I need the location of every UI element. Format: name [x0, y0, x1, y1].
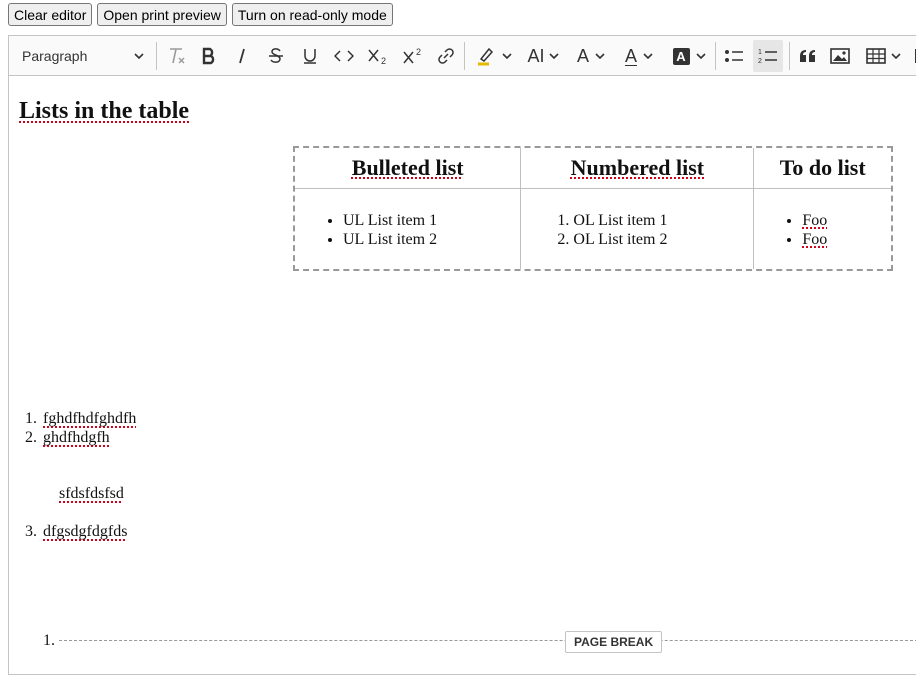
list-number: 2. [25, 429, 37, 446]
list-number: 1. [25, 410, 37, 427]
list-item: • UL List item 1 [343, 211, 520, 230]
font-family-dropdown[interactable] [571, 36, 611, 76]
code-icon [334, 49, 354, 63]
list-number: 3. [25, 523, 37, 540]
numbered-list-main [9, 409, 136, 447]
insert-image-button[interactable] [827, 36, 853, 76]
bulleted-list-button[interactable] [721, 36, 747, 76]
table-header-numbered[interactable]: Numbered list [521, 148, 754, 188]
chevron-down-icon [595, 53, 605, 60]
subscript-button[interactable] [366, 36, 390, 76]
toolbar-separator [715, 42, 716, 70]
underline-icon [301, 47, 319, 65]
code-button[interactable] [333, 36, 355, 76]
subscript-icon [367, 47, 389, 65]
table-header-bulleted[interactable]: Bulleted list [295, 148, 521, 188]
strikethrough-button[interactable] [265, 36, 287, 76]
lists-table[interactable] [293, 146, 893, 271]
numbered-list [521, 211, 753, 249]
block-quote-button[interactable] [795, 36, 821, 76]
list-item [9, 409, 136, 428]
heading-dropdown[interactable] [13, 36, 153, 76]
bulleted-list [295, 211, 520, 249]
underline-button[interactable] [299, 36, 321, 76]
link-button[interactable] [435, 36, 457, 76]
toolbar-separator [156, 42, 157, 70]
chevron-down-icon [549, 53, 559, 60]
todo-list [754, 211, 891, 249]
insert-table-dropdown[interactable] [861, 36, 905, 76]
font-size-dropdown[interactable] [523, 36, 563, 76]
font-color-dropdown[interactable] [619, 36, 659, 76]
list-item: 2. OL List item 2 [573, 230, 753, 249]
page-break[interactable] [43, 631, 916, 651]
numbered-list-button[interactable] [753, 40, 783, 72]
list-item: • UL List item 2 [343, 230, 520, 249]
font-background-color-dropdown[interactable] [669, 36, 709, 76]
table-header-todo[interactable]: To do list [754, 148, 891, 188]
italic-button[interactable] [231, 36, 253, 76]
open-print-preview-button[interactable]: Open print preview [97, 3, 227, 26]
list-item: • Foo [802, 230, 891, 249]
font-background-color-icon: A [673, 48, 690, 65]
superscript-icon [402, 47, 424, 65]
heading-dropdown-value: Paragraph [22, 48, 88, 64]
list-item [9, 522, 127, 541]
svg-text:2: 2 [758, 58, 762, 64]
svg-text:2: 2 [381, 56, 387, 65]
image-icon [830, 48, 850, 64]
list-item-paragraph [59, 484, 124, 503]
top-button-bar [8, 3, 393, 26]
numbered-list-continued [9, 522, 127, 541]
quote-icon [799, 49, 817, 63]
list-item: • Foo [802, 211, 891, 230]
bulleted-list-icon [724, 48, 744, 64]
chevron-down-icon [643, 53, 653, 60]
list-item: 1. OL List item 1 [573, 211, 753, 230]
highlighter-icon [476, 46, 498, 66]
font-color-icon: A [624, 45, 637, 66]
heading-word-lists: Lists in the table [19, 98, 190, 124]
chevron-down-icon [134, 53, 144, 60]
list-item [9, 428, 136, 447]
more-toolbar-items-icon[interactable] [911, 36, 916, 76]
table-cell-bulleted[interactable] [295, 188, 521, 269]
remove-format-icon [167, 46, 187, 66]
list-item-text: dfgsdgfdgfds [43, 523, 128, 540]
table-icon [866, 48, 886, 64]
page-break-line [59, 640, 916, 641]
superscript-button[interactable] [401, 36, 425, 76]
clear-editor-button[interactable]: Clear editor [8, 3, 92, 26]
read-only-mode-button[interactable]: Turn on read-only mode [232, 3, 393, 26]
strikethrough-icon [267, 47, 285, 65]
font-size-icon: AI [527, 45, 545, 66]
lists-table-grid [295, 148, 891, 269]
svg-text:2: 2 [416, 47, 422, 57]
editor-content[interactable] [9, 77, 916, 697]
table-cell-todo[interactable] [754, 188, 891, 269]
list-item-paragraph-text: sfdsfdsfsd [59, 485, 124, 502]
bold-icon [201, 47, 217, 65]
font-family-icon: A [576, 45, 589, 66]
table-cell-numbered[interactable] [521, 188, 754, 269]
chevron-down-icon [696, 53, 706, 60]
remove-format-button[interactable] [166, 36, 188, 76]
numbered-list-icon [758, 48, 778, 64]
list-item-text: fghdfhdfghdfh [43, 410, 137, 427]
toolbar-separator [464, 42, 465, 70]
svg-text:1: 1 [758, 49, 762, 56]
bold-button[interactable] [198, 36, 220, 76]
toolbar-separator [789, 42, 790, 70]
list-item-text: ghdfhdgfh [43, 429, 110, 446]
content-heading [19, 98, 189, 125]
editor-toolbar [9, 36, 916, 76]
editor [8, 35, 916, 675]
link-icon [437, 47, 455, 65]
list-number: 1. [43, 632, 55, 649]
italic-icon [234, 47, 250, 65]
chevron-down-icon [502, 53, 512, 60]
page-break-label: PAGE BREAK [565, 631, 662, 653]
highlight-dropdown[interactable] [472, 36, 516, 76]
chevron-down-icon [891, 53, 901, 60]
